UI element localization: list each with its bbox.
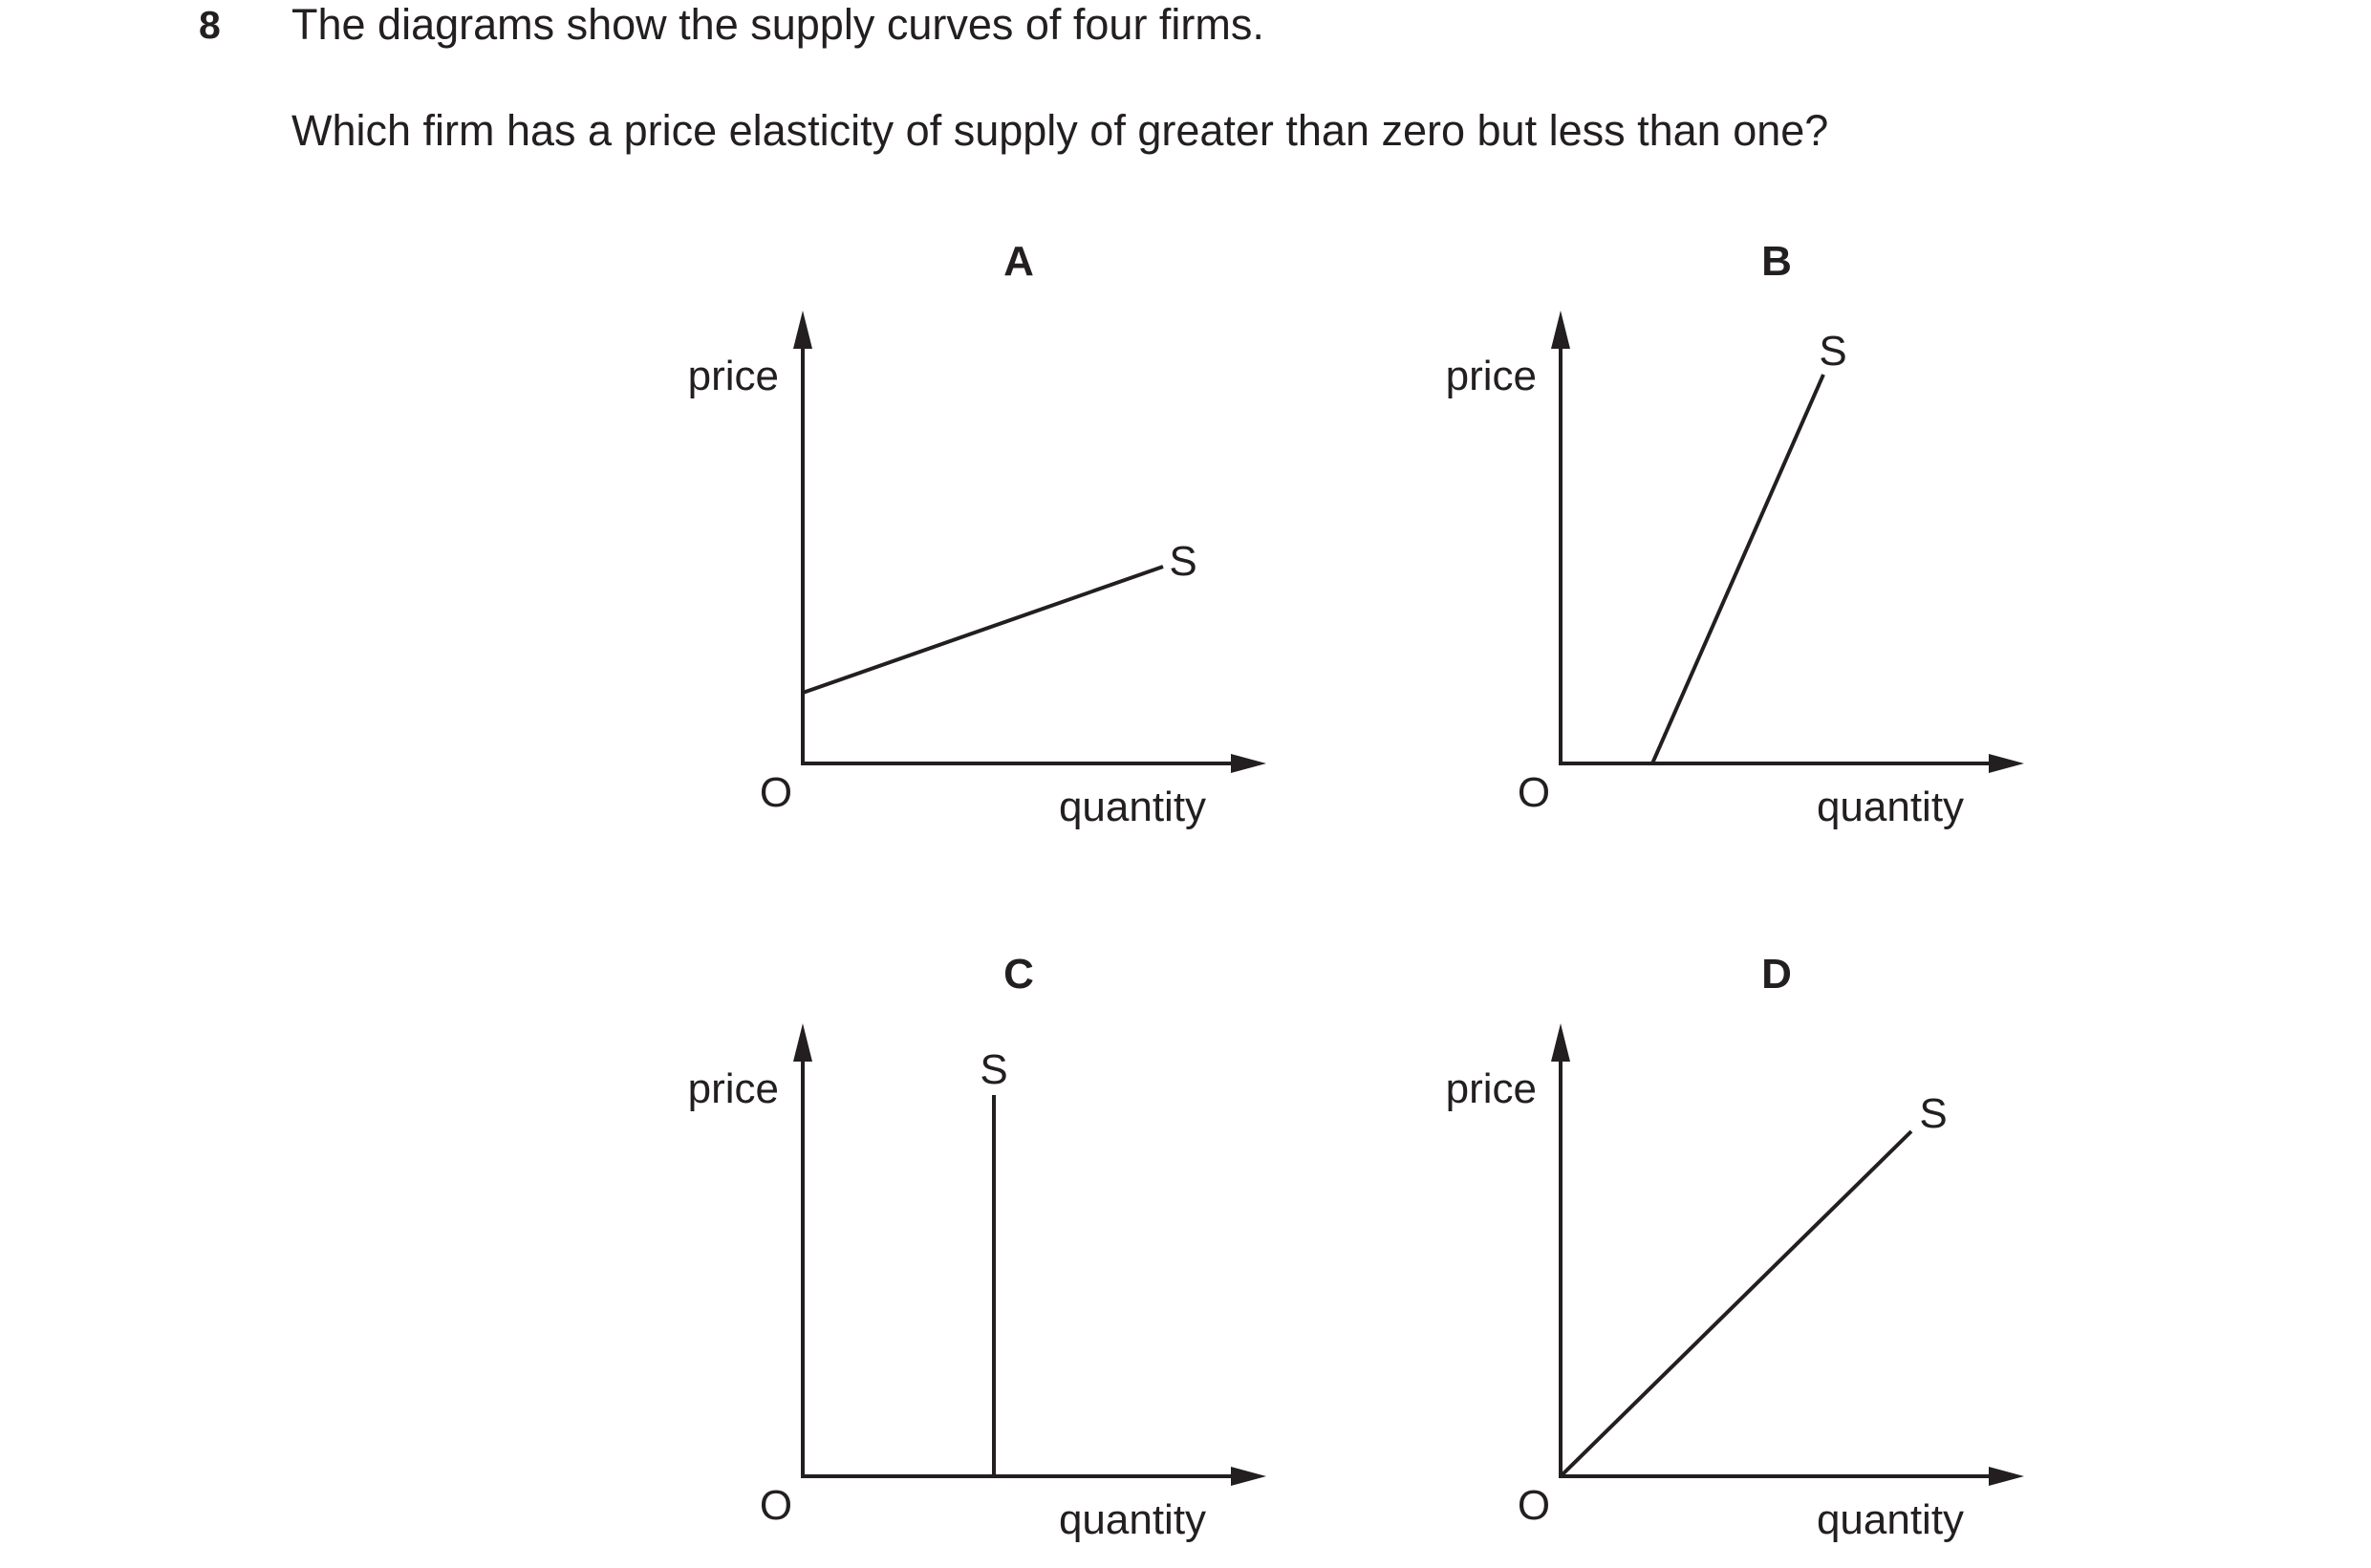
supply-curve: [1561, 1131, 1911, 1476]
x-axis-arrow-icon: [1231, 1467, 1266, 1486]
supply-curve-label: S: [1919, 1090, 1948, 1137]
question-prompt: Which firm has a price elasticity of supply of greater than zero but less than one?: [291, 106, 1829, 155]
origin-label: O: [1517, 769, 1551, 816]
x-axis-arrow-icon: [1989, 1467, 2024, 1486]
supply-curve-label: S: [1169, 538, 1197, 585]
diagram-letter: D: [1761, 951, 1792, 998]
origin-label: O: [759, 1482, 793, 1529]
y-axis-label: price: [687, 353, 779, 399]
question-number: 8: [199, 3, 221, 47]
supply-curve-label: S: [1819, 328, 1847, 375]
y-axis-label: price: [1445, 1065, 1537, 1112]
x-axis-arrow-icon: [1231, 754, 1266, 773]
diagram-letter: B: [1761, 238, 1792, 285]
y-axis-arrow-icon: [793, 311, 812, 349]
supply-curve-label: S: [980, 1046, 1008, 1093]
y-axis-arrow-icon: [793, 1023, 812, 1062]
x-axis-label: quantity: [1058, 1496, 1207, 1543]
x-axis-label: quantity: [1816, 1496, 1965, 1543]
y-axis-label: price: [1445, 353, 1537, 399]
diagram-d: [1446, 951, 2024, 1543]
y-axis-arrow-icon: [1551, 1023, 1570, 1062]
supply-curve: [803, 567, 1163, 693]
y-axis-arrow-icon: [1551, 311, 1570, 349]
diagram-b: [1446, 238, 2024, 830]
supply-curve: [1652, 375, 1823, 763]
y-axis-label: price: [687, 1065, 779, 1112]
question-intro: The diagrams show the supply curves of four firms.: [291, 0, 1264, 49]
diagram-letter: A: [1003, 238, 1034, 285]
origin-label: O: [1517, 1482, 1551, 1529]
origin-label: O: [759, 769, 793, 816]
diagram-c: [688, 951, 1266, 1543]
x-axis-label: quantity: [1816, 784, 1965, 830]
diagram-a: [688, 238, 1266, 830]
diagram-letter: C: [1003, 951, 1034, 998]
x-axis-arrow-icon: [1989, 754, 2024, 773]
x-axis-label: quantity: [1058, 784, 1207, 830]
